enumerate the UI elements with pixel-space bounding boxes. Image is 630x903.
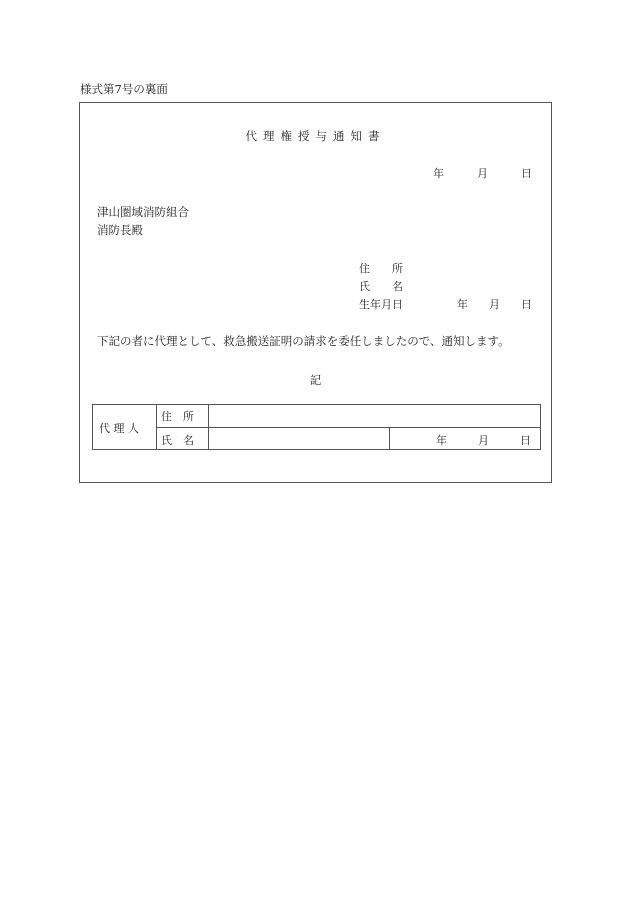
applicant-birthdate-label: 生年月日 (359, 298, 403, 311)
agent-address-field[interactable] (209, 405, 540, 427)
birth-month: 月 (489, 298, 500, 311)
agent-birth-year: 年 (436, 434, 447, 447)
birth-day: 日 (521, 298, 532, 311)
agent-birth-month: 月 (478, 434, 489, 447)
agent-name-label: 氏 名 (161, 434, 194, 447)
agent-name-field[interactable] (209, 428, 389, 450)
applicant-birthdate-fields (457, 296, 532, 312)
agent-label: 代 理 人 (99, 422, 139, 435)
agent-birth-day: 日 (520, 434, 531, 447)
applicant-address-label: 住 所 (359, 262, 403, 275)
document-title: 代理権授与通知書 (245, 129, 386, 143)
notice-form (79, 102, 552, 483)
addressee-title: 消防長殿 (97, 223, 143, 237)
submission-date (433, 165, 532, 181)
applicant-name-label: 氏 名 (359, 280, 403, 293)
notice-body-text: 下記の者に代理として、救急搬送証明の請求を委任しましたので、通知します。 (97, 334, 510, 348)
agent-address-label: 住 所 (161, 410, 194, 423)
table-divider (389, 427, 390, 449)
birth-year: 年 (457, 298, 468, 311)
addressee-organization: 津山圏域消防組合 (97, 205, 189, 219)
agent-table (92, 404, 541, 450)
date-day: 日 (521, 167, 532, 180)
form-number-label: 様式第7号の裏面 (80, 82, 168, 96)
record-heading: 記 (309, 373, 322, 387)
date-month: 月 (477, 167, 488, 180)
agent-birthdate-fields (436, 432, 531, 448)
date-year: 年 (433, 167, 444, 180)
